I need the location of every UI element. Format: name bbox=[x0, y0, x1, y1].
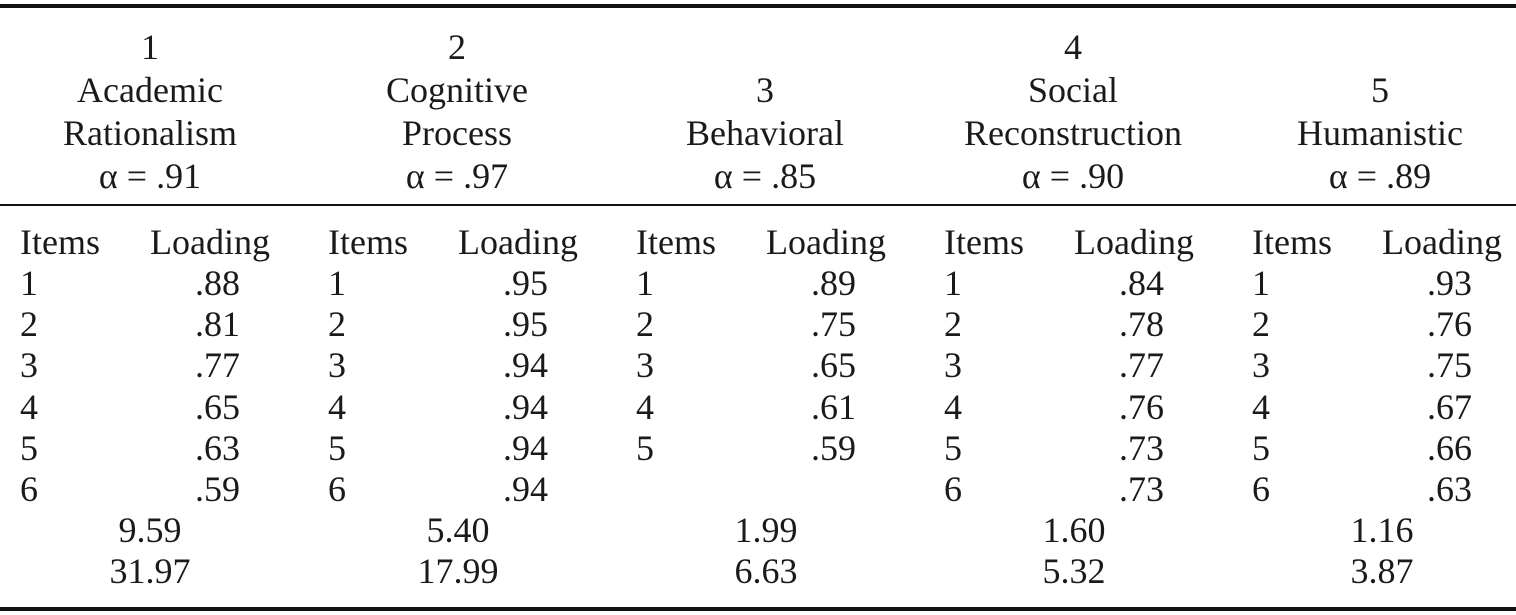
items-header: Items bbox=[328, 222, 408, 262]
loading-value: .73 bbox=[1119, 427, 1164, 468]
item-number: 4 bbox=[20, 386, 38, 427]
item-number: 4 bbox=[944, 386, 962, 427]
item-number: 2 bbox=[328, 304, 346, 345]
loading-header: Loading bbox=[150, 222, 270, 262]
item-number: 5 bbox=[328, 427, 346, 468]
factor-name-line1 bbox=[1240, 26, 1516, 69]
item-number: 3 bbox=[1252, 345, 1270, 386]
loading-value: .89 bbox=[811, 263, 856, 303]
factor-4-header bbox=[933, 26, 1213, 198]
items-header: Items bbox=[636, 222, 716, 262]
eigenvalue: 1.16 bbox=[1350, 510, 1414, 551]
loading-value: .75 bbox=[1427, 345, 1472, 386]
factor-2-header bbox=[317, 26, 597, 198]
item-number: 5 bbox=[944, 427, 962, 468]
item-number: 2 bbox=[1252, 304, 1270, 345]
item-number: 3 bbox=[20, 345, 38, 386]
loading-header: Loading bbox=[766, 222, 886, 262]
item-number: 6 bbox=[944, 469, 962, 509]
factor-alpha: α = .91 bbox=[98, 156, 202, 196]
loading-value: .63 bbox=[1427, 469, 1472, 509]
item-number: 6 bbox=[1252, 469, 1270, 509]
factor-name-line2: Reconstruction bbox=[964, 113, 1182, 153]
loading-value: .88 bbox=[195, 263, 240, 303]
loading-value: .75 bbox=[811, 304, 856, 345]
items-header: Items bbox=[944, 222, 1024, 262]
variance-percent: 17.99 bbox=[417, 551, 499, 592]
factor-number: 5 bbox=[1371, 70, 1389, 110]
loading-value: .93 bbox=[1427, 263, 1472, 303]
item-number: 2 bbox=[636, 304, 654, 345]
loading-value: .76 bbox=[1119, 386, 1164, 427]
factor-1-header bbox=[10, 26, 290, 198]
item-number: 1 bbox=[636, 263, 654, 303]
factor-number: 3 bbox=[756, 70, 774, 110]
loading-value: .61 bbox=[811, 386, 856, 427]
factor-5-header bbox=[1240, 26, 1516, 198]
factor-name-line1: Cognitive bbox=[386, 70, 528, 110]
factor-name-line1: Social bbox=[1028, 70, 1118, 110]
loading-value: .81 bbox=[195, 304, 240, 345]
factor-number: 1 bbox=[141, 27, 159, 67]
variance-percent: 31.97 bbox=[109, 551, 191, 592]
item-number: 2 bbox=[20, 304, 38, 345]
factor-number: 2 bbox=[448, 27, 466, 67]
loading-value: .84 bbox=[1119, 263, 1164, 303]
table-header-rule bbox=[0, 204, 1516, 206]
item-number: 1 bbox=[1252, 263, 1270, 303]
loading-value: .94 bbox=[503, 345, 548, 386]
factor-number: 4 bbox=[1064, 27, 1082, 67]
item-number: 4 bbox=[1252, 386, 1270, 427]
factor-alpha: α = .97 bbox=[405, 156, 509, 196]
factor-3-header bbox=[625, 26, 905, 198]
loading-value: .59 bbox=[811, 427, 856, 468]
factor-name-line2: Process bbox=[402, 113, 512, 153]
eigenvalue: 1.99 bbox=[734, 510, 798, 551]
item-number: 5 bbox=[636, 427, 654, 468]
loading-value: .77 bbox=[1119, 345, 1164, 386]
loading-value: .65 bbox=[195, 386, 240, 427]
loading-header: Loading bbox=[1382, 222, 1502, 262]
loading-value: .94 bbox=[503, 386, 548, 427]
loading-value: .78 bbox=[1119, 304, 1164, 345]
item-number: 3 bbox=[328, 345, 346, 386]
loading-value: .95 bbox=[503, 263, 548, 303]
factor-alpha: α = .85 bbox=[713, 156, 817, 196]
loading-value: .67 bbox=[1427, 386, 1472, 427]
items-header: Items bbox=[1252, 222, 1332, 262]
item-number: 2 bbox=[944, 304, 962, 345]
eigenvalue: 1.60 bbox=[1042, 510, 1106, 551]
factor-name-line2: Humanistic bbox=[1297, 113, 1463, 153]
item-number: 4 bbox=[328, 386, 346, 427]
factor-alpha: α = .89 bbox=[1328, 156, 1432, 196]
table-bottom-rule bbox=[0, 607, 1516, 611]
items-header: Items bbox=[20, 222, 100, 262]
loading-value: .77 bbox=[195, 345, 240, 386]
item-number: 3 bbox=[636, 345, 654, 386]
variance-percent: 6.63 bbox=[734, 551, 798, 592]
item-number: 6 bbox=[328, 469, 346, 509]
loading-value: .65 bbox=[811, 345, 856, 386]
loading-value: .73 bbox=[1119, 469, 1164, 509]
loading-value: .63 bbox=[195, 427, 240, 468]
factor-name-line2: Rationalism bbox=[63, 113, 237, 153]
loading-header: Loading bbox=[1074, 222, 1194, 262]
loading-value: .66 bbox=[1427, 427, 1472, 468]
eigenvalue: 5.40 bbox=[426, 510, 490, 551]
factor-name-line2: Behavioral bbox=[686, 113, 844, 153]
item-number: 1 bbox=[20, 263, 38, 303]
item-number: 4 bbox=[636, 386, 654, 427]
table-top-rule bbox=[0, 4, 1516, 8]
item-number: 5 bbox=[1252, 427, 1270, 468]
loading-value: .59 bbox=[195, 469, 240, 509]
item-number: 6 bbox=[20, 469, 38, 509]
factor-alpha: α = .90 bbox=[1021, 156, 1125, 196]
loading-value: .95 bbox=[503, 304, 548, 345]
loading-value: .94 bbox=[503, 469, 548, 509]
item-number: 5 bbox=[20, 427, 38, 468]
variance-percent: 3.87 bbox=[1350, 551, 1414, 592]
factor-name-line1: Academic bbox=[77, 70, 223, 110]
variance-percent: 5.32 bbox=[1042, 551, 1106, 592]
loading-header: Loading bbox=[458, 222, 578, 262]
item-number: 3 bbox=[944, 345, 962, 386]
eigenvalue: 9.59 bbox=[118, 510, 182, 551]
factor-name-line1 bbox=[625, 26, 905, 69]
item-number: 1 bbox=[944, 263, 962, 303]
loading-value: .76 bbox=[1427, 304, 1472, 345]
item-number: 1 bbox=[328, 263, 346, 303]
loading-value: .94 bbox=[503, 427, 548, 468]
